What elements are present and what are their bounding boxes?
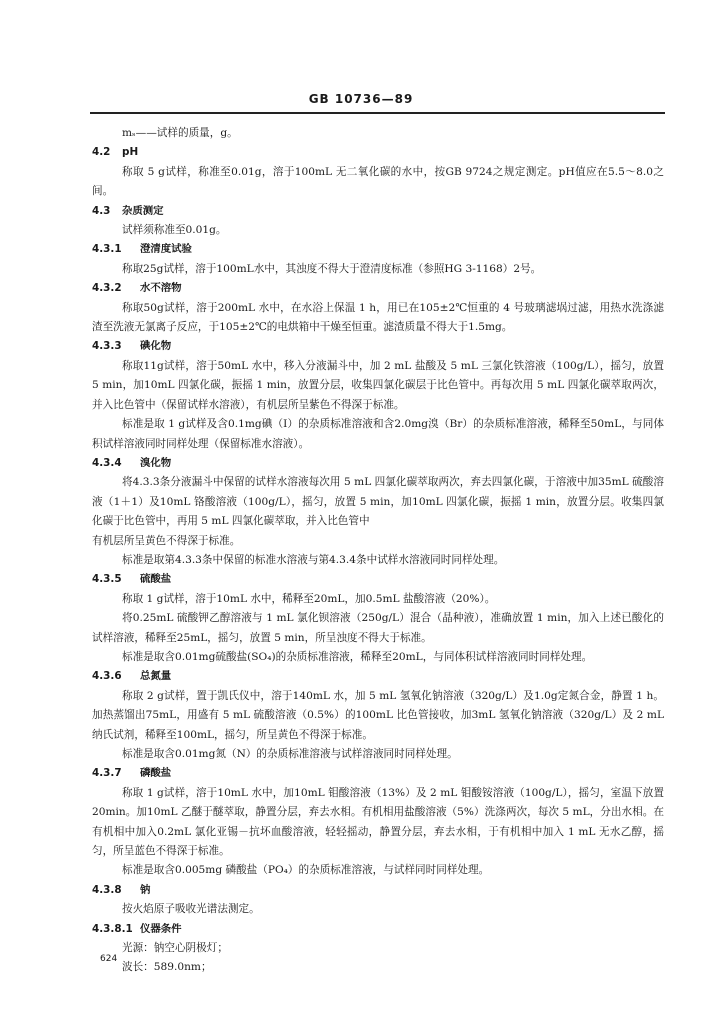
paragraph: 将0.25mL 硫酸钾乙醇溶液与 1 mL 氯化钡溶液（250g/L）混合（晶种液），准确放置 1 min，加入上述已酸化的试样溶液，稀释至25mL，摇匀，放置 5 min，所呈浊度不得大于标准。 bbox=[92, 612, 664, 644]
header-rule bbox=[90, 112, 665, 114]
page-number: 624 bbox=[100, 954, 118, 964]
section-heading-4-3-6: 4.3.6 总氮量 bbox=[92, 670, 172, 683]
section-heading-4-3-8: 4.3.8 钠 bbox=[92, 883, 151, 896]
document-body bbox=[92, 124, 664, 978]
paragraph: 按火焰原子吸收光谱法测定。 bbox=[122, 903, 260, 916]
paragraph: 将4.3.3条分液漏斗中保留的试样水溶液每次用 5 mL 四氯化碳萃取两次，弃去四氯化碳，于溶液中加35mL 硫酸溶液（1＋1）及10mL 铬酸溶液（100g/L），摇匀，放置 5 min，加10mL 四氯化碳，振摇 1 min，放置分层。收集四氯化碳于比色管中，再用 5 mL 四氯化碳萃取，并入比色管中 bbox=[92, 476, 664, 528]
section-heading-4-3-2: 4.3.2 水不溶物 bbox=[92, 282, 182, 295]
paragraph: 称取 5 g试样，称准至0.01g，溶于100mL 无二氧化碳的水中，按GB 9724之规定测定。pH值应在5.5～8.0之间。 bbox=[92, 165, 664, 198]
paragraph: 称取50g试样，溶于200mL 水中，在水浴上保温 1 h，用已在105±2℃恒重的 4 号玻璃滤埚过滤，用热水洗涤滤渣至洗液无氯离子反应，于105±2℃的电烘箱中干燥至恒重。滤渣质量不得大于1.5mg。 bbox=[92, 301, 664, 334]
paragraph: 称取11g试样，溶于50mL 水中，移入分液漏斗中，加 2 mL 盐酸及 5 mL 三氯化铁溶液（100g/L），摇匀，放置 5 min，加10mL 四氯化碳，振摇 1 min，放置分层，收集四氯化碳层于比色管中。再每次用 5 mL 四氯化碳萃取两次，并入比色管中（保留试样水溶液），有机层所呈紫色不得深于标准。 bbox=[92, 359, 664, 411]
paragraph: 称取25g试样，溶于100mL水中，其浊度不得大于澄清度标准（参照HG 3-1168）2号。 bbox=[122, 262, 542, 275]
section-heading-4-3-1: 4.3.1 澄清度试验 bbox=[92, 243, 192, 256]
section-heading-4-3-5: 4.3.5 硫酸盐 bbox=[92, 573, 172, 586]
paragraph: 标准是取含0.01mg硫酸盐(SO₄)的杂质标准溶液，稀释至20mL，与同体积试样溶液同时同样处理。 bbox=[122, 650, 593, 663]
paragraph: 有机层所呈黄色不得深于标准。 bbox=[92, 534, 241, 547]
paragraph: 标准是取含0.005mg 磷酸盐（PO₄）的杂质标准溶液，与试样同时同样处理。 bbox=[122, 864, 490, 877]
section-heading-4-3-7: 4.3.7 磷酸盐 bbox=[92, 767, 172, 780]
section-heading-4-3-8-1: 4.3.8.1 仪器条件 bbox=[92, 922, 182, 935]
section-heading-4-3: 4.3 杂质测定 bbox=[92, 204, 164, 217]
paragraph: 标准是取含0.01mg氮（N）的杂质标准溶液与试样溶液同时同样处理。 bbox=[122, 748, 458, 760]
section-heading-4-3-4: 4.3.4 溴化物 bbox=[92, 456, 172, 469]
paragraph: 标准是取 1 g试样及含0.1mg碘（I）的杂质标准溶液和含2.0mg溴（Br）的杂质标准溶液，稀释至50mL，与同体积试样溶液同时同样处理（保留标准水溶液）。 bbox=[92, 418, 664, 450]
paragraph: 光源：钠空心阴极灯； bbox=[122, 942, 228, 955]
section-heading-4-2: 4.2 pH bbox=[92, 146, 139, 159]
variable-definition: mₛ——试样的质量，g。 bbox=[122, 127, 238, 139]
paragraph: 称取 2 g试样，置于凯氏仪中，溶于140mL 水，加 5 mL 氢氧化钠溶液（320g/L）及1.0g定氮合金，静置 1 h。加热蒸馏出75mL，用盛有 5 mL 硫酸溶液（0.5%）的100mL 比色管接收，加3mL 氢氧化钠溶液（320g/L）及 2 mL 纳氏试剂，稀释至100mL，摇匀，所呈黄色不得深于标准。 bbox=[92, 689, 664, 741]
paragraph: 标准是取第4.3.3条中保留的标准水溶液与第4.3.4条中试样水溶液同时同样处理。 bbox=[122, 553, 505, 566]
paragraph: 试样须称准至0.01g。 bbox=[122, 224, 227, 237]
paragraph: 波长：589.0nm； bbox=[122, 961, 212, 974]
standard-header: GB 10736—89 bbox=[308, 92, 414, 106]
section-heading-4-3-3: 4.3.3 碘化物 bbox=[92, 340, 172, 353]
paragraph: 称取 1 g试样，溶于10mL 水中，加10mL 钼酸溶液（13%）及 2 mL 钼酸铵溶液（100g/L），摇匀，室温下放置20min。加10mL 乙醚于醚萃取，静置分层，弃去水相。有机相用盐酸溶液（5%）洗涤两次，每次 5 mL，分出水相。在有机相中加入0.2mL 氯化亚锡－抗坏血酸溶液，轻轻摇动，静置分层，弃去水相，于有机相中加入 1 mL 无水乙醇，摇匀，所呈蓝色不得深于标准。 bbox=[92, 786, 664, 858]
paragraph: 称取 1 g试样，溶于10mL 水中，稀释至20mL，加0.5mL 盐酸溶液（20%）。 bbox=[122, 592, 496, 605]
